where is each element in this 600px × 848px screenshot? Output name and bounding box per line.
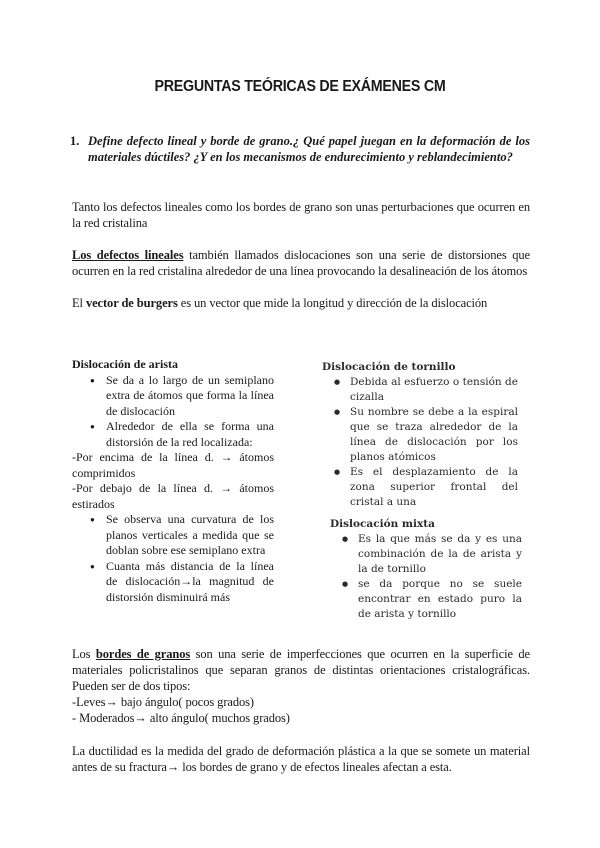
list-item: ● Debida al esfuerzo o tensión de cizalla bbox=[322, 375, 518, 405]
list-item: ● Es la que más se da y es una combinación de la de arista y la de tornillo bbox=[330, 532, 522, 577]
tornillo-section bbox=[322, 360, 518, 510]
list-item: ● Alrededor de ella se forma una distorsión de la red localizada: bbox=[72, 419, 274, 450]
bordes-type: -Leves→ bajo ángulo( pocos grados) bbox=[72, 695, 254, 709]
arista-bullets-b bbox=[72, 512, 274, 605]
arista-heading: Dislocación de arista bbox=[72, 357, 178, 371]
defectos-text: también llamados dislocaciones son una serie de distorsiones que ocurren en la red cristalina alrededor de una línea provocando la desalineación de los átomos bbox=[72, 248, 530, 278]
bordes-type: - Moderados→ alto ángulo( muchos grados) bbox=[72, 711, 290, 725]
page-title: PREGUNTAS TEÓRICAS DE EXÁMENES CM bbox=[154, 78, 446, 95]
mixta-bullets bbox=[330, 532, 522, 622]
list-item: ● se da porque no se suele encontrar en estado puro la de arista y tornillo bbox=[330, 577, 522, 622]
question-number: 1. bbox=[70, 134, 80, 148]
list-item: ● Se observa una curvatura de los planos verticales a medida que se doblan sobre ese semiplano extra bbox=[72, 512, 274, 559]
arista-bullets-a bbox=[72, 373, 274, 451]
burgers-term: vector de burgers bbox=[85, 296, 178, 310]
intro-paragraph: Tanto los defectos lineales como los bordes de grano son unas perturbaciones que ocurren en la red cristalina bbox=[72, 200, 530, 230]
arista-line: -Por debajo de la línea d. → átomos estirados bbox=[72, 481, 274, 511]
tornillo-bullets bbox=[322, 375, 518, 510]
mixta-heading: Dislocación mixta bbox=[330, 518, 435, 530]
tornillo-heading: Dislocación de tornillo bbox=[322, 361, 456, 373]
mixta-section bbox=[330, 517, 522, 622]
list-item: ● Se da a lo largo de un semiplano extra de átomos que forma la línea de dislocación bbox=[72, 373, 274, 420]
bordes-paragraph bbox=[72, 646, 530, 726]
bordes-pre: Los bbox=[72, 647, 96, 661]
defectos-term: Los defectos lineales bbox=[72, 248, 184, 262]
list-item: ● Su nombre se debe a la espiral que se traza alrededor de la línea de dislocación por los planos atómicos bbox=[322, 405, 518, 465]
defectos-paragraph bbox=[72, 247, 530, 279]
burgers-paragraph bbox=[72, 295, 530, 311]
arista-section bbox=[72, 357, 274, 605]
arista-line: -Por encima de la línea d. → átomos comprimidos bbox=[72, 450, 274, 480]
question-text: Define defecto lineal y borde de grano.¿ Qué papel juegan en la deformación de los materiales dúctiles? ¿Y en los mecanismos de endurecimiento y reblandecimiento? bbox=[88, 134, 530, 164]
bordes-text: son una serie de imperfecciones que ocurren en la superficie de materiales policristalinos que separan granos de distintas orientaciones cristalográficas. Pueden ser de dos tipos: bbox=[72, 647, 530, 693]
list-item: ● Es el desplazamiento de la zona superior frontal del cristal a una bbox=[322, 465, 518, 510]
question-1 bbox=[70, 133, 530, 165]
burgers-pre: El bbox=[72, 296, 86, 310]
bordes-term: bordes de granos bbox=[95, 647, 191, 661]
list-item: ● Cuanta más distancia de la línea de dislocación→la magnitud de distorsión disminuirá más bbox=[72, 559, 274, 606]
burgers-text: es un vector que mide la longitud y dirección de la dislocación bbox=[177, 296, 488, 310]
ductilidad-paragraph: La ductilidad es la medida del grado de deformación plástica a la que se somete un material antes de su fractura→ los bordes de grano y de efectos lineales afectan a esta. bbox=[72, 744, 530, 774]
